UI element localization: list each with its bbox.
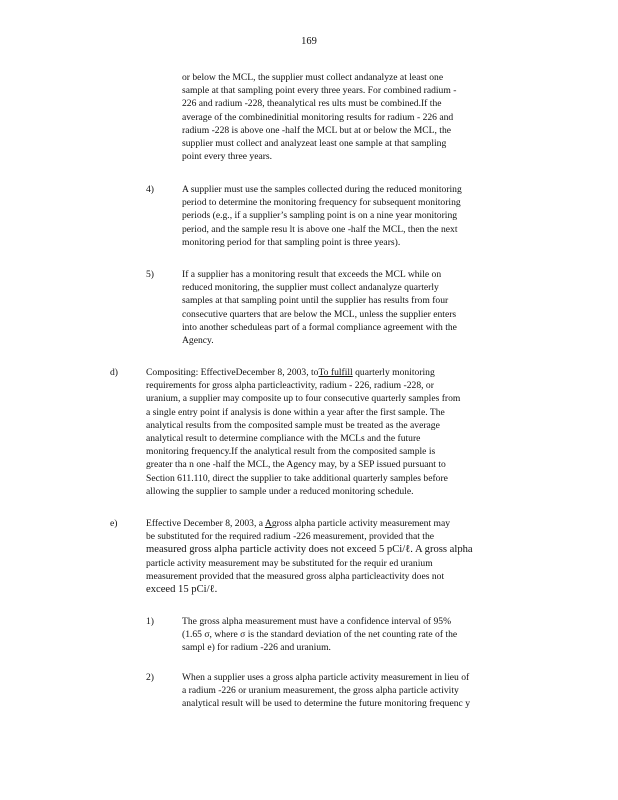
text-line: point every three years. [182,151,273,163]
item-e1-marker: 1) [146,616,154,627]
page-number: 169 [301,36,317,47]
item-e-paragraph [146,517,473,596]
text-line: a radium -226 or uranium measurement, the gross alpha particle activity [182,685,459,697]
item-e1-paragraph [182,615,457,655]
text-run: quarterly monitoring [352,367,435,378]
text-run: Effective December 8, 2003, a [146,518,265,529]
item-e-marker: e) [110,518,118,529]
text-line: radium -228 is above one -half the MCL but at or below the MCL, the [182,124,452,136]
text-line: allowing the supplier to sample under a reduced monitoring schedule. [146,485,414,497]
text-run: gross alpha particle activity measurement may [271,518,451,529]
text-line [146,517,473,530]
text-line: If a supplier has a monitoring result that exceeds the MCL while on [182,269,442,280]
text-line: sample at that sampling point every three years. For combined radium - [182,85,457,97]
text-line: 226 and radium -228, theanalytical res ults must be combined.If the [182,98,442,110]
item-d-marker: d) [110,367,118,378]
text-line: uranium, a supplier may composite up to four consecutive quarterly samples from [146,393,461,405]
text-line: be substituted for the required radium -226 measurement, provided that the [146,531,434,543]
text-line: analytical result to determine compliance with the MCLs and the future [146,433,421,445]
text-line: measurement provided that the measured gross alpha particleactivity does not [146,570,445,582]
text-line: measured gross alpha particle activity does not exceed 5 pCi/ℓ. A gross alpha [146,544,473,556]
item-e2-marker: 2) [146,672,154,683]
text-line: monitoring period for that sampling point is three years). [182,236,401,248]
intro-paragraph [182,71,456,163]
text-line: reduced monitoring, the supplier must collect andanalyze quarterly [182,282,439,294]
item-5-marker: 5) [146,269,154,280]
item-4-paragraph [182,183,462,249]
text-run: Compositing: EffectiveDecember 8, 2003, to [146,367,319,378]
text-line: analytical results from the composited sample must be treated as the average [146,419,440,431]
text-line: period to determine the monitoring frequency for subsequent monitoring [182,197,461,209]
text-line: Section 611.110, direct the supplier to take additional quarterly samples before [146,472,448,484]
text-line: particle activity measurement may be substituted for the requir ed uranium [146,557,433,569]
item-5-paragraph [182,268,457,347]
item-4-marker: 4) [146,184,154,195]
text-line: or below the MCL, the supplier must collect andanalyze at least one [182,72,444,83]
text-line: consecutive quarters that are below the MCL, unless the supplier enters [182,308,457,320]
text-line: Agency. [182,335,214,347]
text-line: The gross alpha measurement must have a confidence interval of 95% [182,616,452,627]
inserted-text: To fulfill [318,367,353,378]
text-line: (1.65 σ, where σ is the standard deviation of the net counting rate of the [182,629,458,641]
text-line: samples at that sampling point until the supplier has results from four [182,295,449,307]
inserted-text: A [264,518,272,529]
text-line [146,366,460,379]
text-line: exceed 15 pCi/ℓ. [146,584,218,596]
item-d-paragraph [146,366,460,498]
text-line: period, and the sample resu lt is above one -half the MCL, then the next [182,223,458,235]
text-line: greater tha n one -half the MCL, the Agency may, by a SEP issued pursuant to [146,459,446,471]
text-line: sampl e) for radium -226 and uranium. [182,642,331,654]
text-line: average of the combinedinitial monitoring results for radium - 226 and [182,111,454,123]
text-line: into another scheduleas part of a formal compliance agreement with the [182,321,457,333]
text-line: A supplier must use the samples collected during the reduced monitoring [182,184,462,195]
item-e2-paragraph [182,671,470,711]
text-line: When a supplier uses a gross alpha particle activity measurement in lieu of [182,672,470,683]
text-line: periods (e.g., if a supplier’s sampling point is on a nine year monitoring [182,210,458,222]
text-line: analytical result will be used to determine the future monitoring frequenc y [182,698,470,710]
text-line: requirements for gross alpha particleactivity, radium - 226, radium -228, or [146,380,434,392]
text-line: monitoring frequency.If the analytical result from the composited sample is [146,446,436,458]
text-line: a single entry point if analysis is done within a year after the first sample. The [146,406,445,418]
text-line: supplier must collect and analyzeat least one sample at that sampling [182,138,447,150]
